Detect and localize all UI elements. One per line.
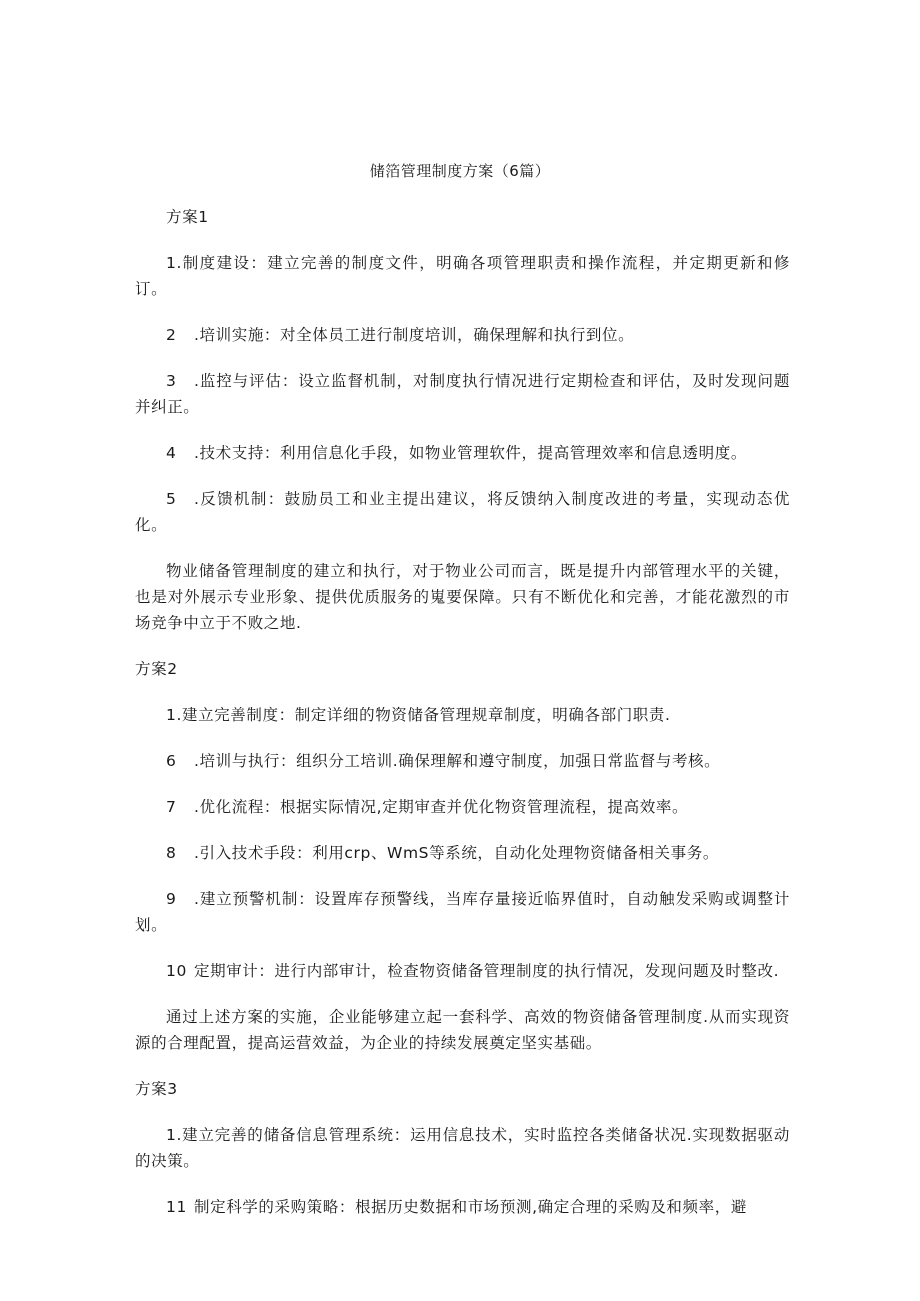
- item-text: .培训实施：对全体员工进行制度培训，确保理解和执行到位。: [194, 326, 635, 344]
- item-text: .优化流程：根据实际情况,定期审查并优化物资管理流程，提高效率。: [194, 798, 689, 816]
- item-number: 4: [166, 444, 177, 462]
- item-number: 3: [166, 372, 177, 390]
- item-text: .引入技术手段：利用crp、WmS等系统，自动化处理物资储备相关事务。: [194, 844, 719, 862]
- list-item: [135, 748, 790, 774]
- list-item: [135, 886, 790, 938]
- list-item: [135, 1122, 790, 1174]
- list-item: [135, 958, 790, 984]
- section-summary: 通过上述方案的实施，企业能够建立起一套科学、高效的物资储备管理制度.从而实现资源的合理配置，提高运营效益，为企业的持续发展奠定坚实基础。: [135, 1008, 790, 1052]
- list-item: [135, 440, 790, 466]
- section-heading: 方案1: [166, 208, 209, 226]
- item-number: 7: [166, 798, 177, 816]
- item-text: .监控与评估：设立监督机制，对制度执行情况进行定期检查和评估，及时发现问题并纠正。: [135, 372, 790, 416]
- item-number: 11: [166, 1198, 187, 1216]
- list-item: [135, 322, 790, 348]
- section-heading: 方案2: [135, 660, 178, 678]
- item-number: 1.: [166, 1126, 182, 1144]
- section-summary: 物业储备管理制度的建立和执行，对于物业公司而言，既是提升内部管理水平的关键，也是对外展示专业形象、提供优质服务的嵬要保障。只有不断优化和完善，才能花激烈的市场竞争中立于不败之地.: [135, 562, 790, 632]
- item-text: 建立完善的储备信息管理系统：运用信息技术，实时监控各类储备状况.实现数据驱动的决策。: [135, 1126, 790, 1170]
- item-text: 建立完善制度：制定详细的物资储备管理规章制度，明确各部门职责.: [182, 706, 671, 724]
- item-text: .培训与执行：组织分工培训.确保理解和遵守制度，加强日常监督与考核。: [194, 752, 721, 770]
- document-title: 储箔管理制度方案（6篇）: [369, 162, 551, 180]
- item-number: 2: [166, 326, 177, 344]
- item-text: 制度建设：建立完善的制度文件，明确各项管理职责和操作流程，并定期更新和修订。: [135, 254, 790, 298]
- item-text: .反馈机制：鼓励员工和业主提出建议，将反馈纳入制度改进的考量，实现动态优化。: [135, 490, 790, 534]
- item-number: 10: [166, 962, 187, 980]
- list-item: [135, 840, 790, 866]
- item-number: 5: [166, 490, 177, 508]
- item-number: 1.: [166, 254, 182, 272]
- list-item: [135, 250, 790, 302]
- item-number: 1.: [166, 706, 182, 724]
- list-item: [135, 794, 790, 820]
- item-text: 定期审计：进行内部审计，检查物资储备管理制度的执行情况，发现问题及时整改.: [194, 962, 780, 980]
- document-body: [135, 204, 790, 1240]
- item-text: .技术支持：利用信息化手段，如物业管理软件，提高管理效率和信息透明度。: [194, 444, 747, 462]
- list-item: [135, 368, 790, 420]
- item-text: .建立预警机制：设置库存预警线，当库存量接近临界值时，自动触发采购或调整计划。: [135, 890, 790, 934]
- item-number: 9: [166, 890, 177, 908]
- section-heading: 方案3: [135, 1080, 178, 1098]
- item-number: 6: [166, 752, 177, 770]
- item-text: 制定科学的采购策略：根据历史数据和市场预测,确定合理的采购及和频率，避: [194, 1198, 747, 1216]
- item-number: 8: [166, 844, 177, 862]
- list-item: [135, 702, 790, 728]
- list-item: [135, 1194, 790, 1220]
- list-item: [135, 486, 790, 538]
